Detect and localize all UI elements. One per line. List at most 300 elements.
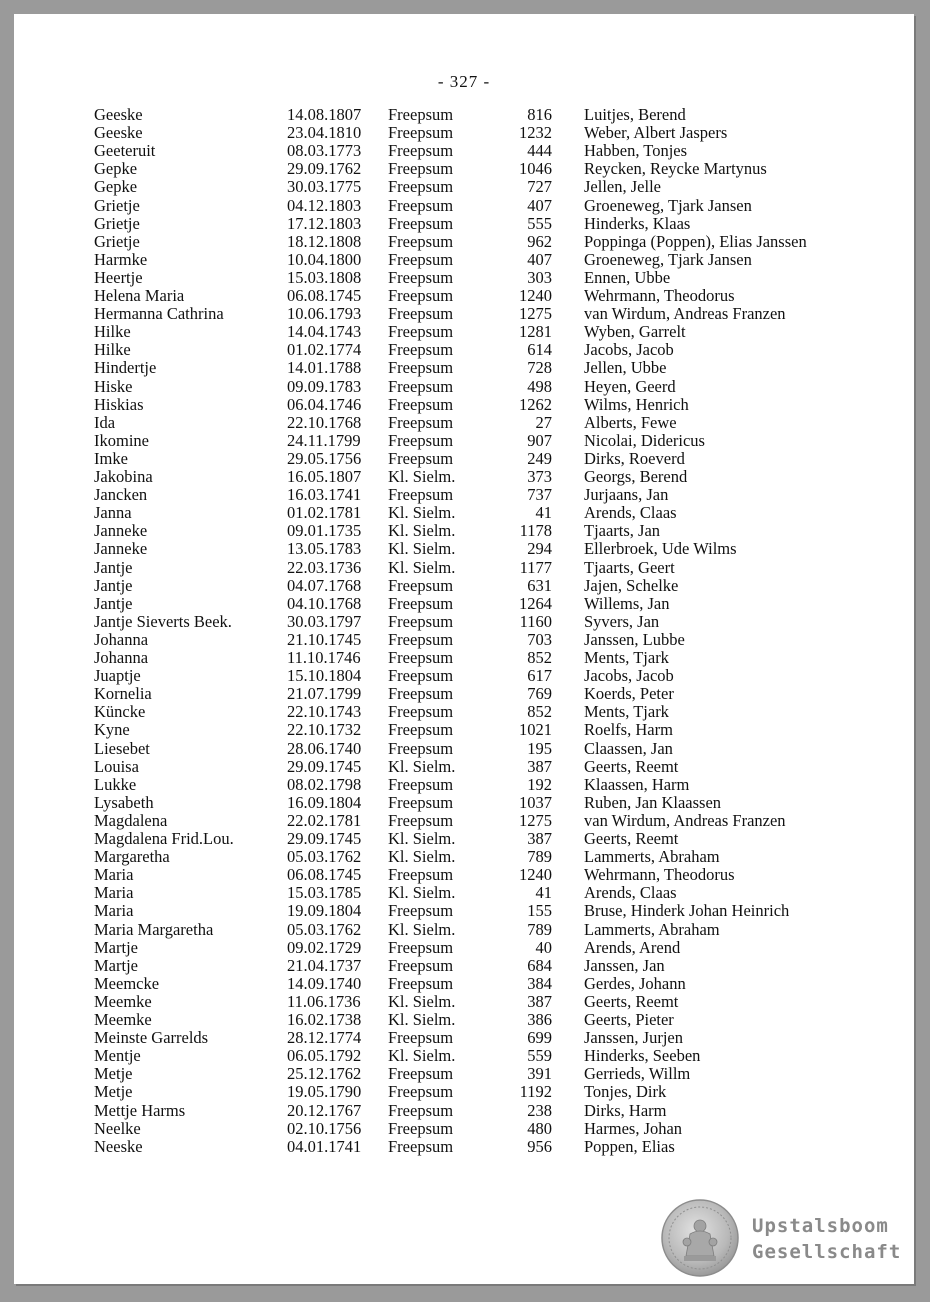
record-name: Johanna (94, 629, 149, 649)
record-row (14, 631, 914, 649)
record-number: 1275 (519, 810, 552, 830)
record-parent: Tonjes, Dirk (584, 1082, 667, 1102)
record-place: Freepsum (388, 865, 454, 885)
record-name: Louisa (94, 756, 139, 776)
record-parent: Janssen, Lubbe (584, 629, 685, 649)
record-place: Freepsum (388, 774, 454, 794)
record-row (14, 432, 914, 450)
record-name: Hiske (94, 376, 133, 396)
record-date: 09.01.1735 (287, 521, 362, 541)
record-row (14, 649, 914, 667)
record-name: Lukke (94, 774, 137, 794)
record-place: Freepsum (388, 1136, 454, 1156)
record-name: Heertje (94, 267, 143, 287)
record-date: 25.12.1762 (287, 1064, 362, 1084)
record-parent: Ments, Tjark (584, 702, 669, 722)
record-number: 1178 (519, 521, 552, 541)
record-parent: Nicolai, Didericus (584, 430, 705, 450)
record-row (14, 884, 914, 902)
record-number: 699 (527, 1028, 552, 1048)
record-row (14, 142, 914, 160)
record-row (14, 758, 914, 776)
record-row (14, 251, 914, 269)
record-date: 21.10.1745 (287, 629, 362, 649)
record-place: Freepsum (388, 286, 454, 305)
record-date: 15.10.1804 (287, 666, 362, 686)
record-number: 727 (527, 177, 552, 197)
record-place: Freepsum (388, 792, 454, 812)
record-parent: Willems, Jan (584, 593, 670, 613)
record-place: Freepsum (388, 720, 454, 740)
record-date: 01.02.1781 (287, 503, 362, 523)
record-place: Freepsum (388, 901, 454, 921)
record-name: Janneke (94, 539, 148, 559)
record-number: 40 (535, 937, 552, 957)
record-date: 19.05.1790 (287, 1082, 362, 1102)
record-row (14, 341, 914, 359)
record-name: Grietje (94, 195, 140, 215)
record-place: Freepsum (388, 1028, 454, 1048)
record-date: 29.09.1745 (287, 756, 362, 776)
record-row (14, 939, 914, 957)
record-number: 1281 (519, 322, 552, 342)
record-date: 29.09.1745 (287, 829, 362, 848)
brand-line-2: Gesellschaft (752, 1241, 902, 1263)
record-number: 1021 (519, 720, 552, 740)
record-number: 789 (527, 847, 552, 867)
record-row (14, 1102, 914, 1120)
record-number: 559 (527, 1046, 552, 1066)
record-row (14, 1047, 914, 1065)
record-name: Metje (94, 1064, 133, 1084)
record-date: 08.03.1773 (287, 141, 362, 161)
record-parent: Luitjes, Berend (584, 105, 686, 124)
record-place: Freepsum (388, 267, 454, 287)
record-row (14, 378, 914, 396)
record-date: 09.09.1783 (287, 376, 362, 396)
record-row (14, 975, 914, 993)
record-row (14, 504, 914, 522)
record-date: 20.12.1767 (287, 1100, 362, 1120)
record-place: Freepsum (388, 485, 454, 505)
record-number: 444 (527, 141, 552, 161)
record-place: Freepsum (388, 412, 454, 432)
record-name: Johanna (94, 648, 149, 667)
record-place: Freepsum (388, 648, 454, 667)
record-name: Meemke (94, 1010, 152, 1029)
record-name: Hilke (94, 340, 131, 360)
record-parent: Hinderks, Klaas (584, 213, 691, 233)
record-place: Kl. Sielm. (388, 503, 456, 523)
record-name: Mettje Harms (94, 1100, 186, 1120)
record-date: 22.10.1768 (287, 412, 362, 432)
record-row (14, 106, 914, 124)
record-date: 11.10.1746 (287, 648, 361, 667)
record-parent: Wilms, Henrich (584, 394, 689, 414)
record-place: Freepsum (388, 376, 454, 396)
record-name: Geeske (94, 123, 143, 143)
record-row (14, 957, 914, 975)
record-date: 17.12.1803 (287, 213, 362, 233)
record-name: Helena Maria (94, 286, 185, 305)
record-parent: Klaassen, Harm (584, 774, 690, 794)
record-parent: Bruse, Hinderk Johan Heinrich (584, 901, 790, 921)
record-name: Jakobina (94, 467, 153, 486)
record-date: 05.03.1762 (287, 919, 362, 939)
record-place: Freepsum (388, 810, 454, 830)
record-name: Kornelia (94, 684, 152, 704)
record-name: Gepke (94, 177, 138, 197)
record-row (14, 595, 914, 613)
record-row (14, 269, 914, 287)
record-parent: Wehrmann, Theodorus (584, 286, 735, 305)
record-date: 15.03.1808 (287, 267, 362, 287)
record-row (14, 559, 914, 577)
record-parent: Jurjaans, Jan (584, 485, 669, 505)
record-number: 384 (527, 973, 552, 993)
record-date: 23.04.1810 (287, 123, 362, 143)
record-row (14, 613, 914, 631)
record-date: 10.04.1800 (287, 249, 362, 269)
record-name: Liesebet (94, 738, 150, 758)
society-brand (752, 1213, 901, 1265)
record-parent: Koerds, Peter (584, 684, 674, 704)
record-place: Freepsum (388, 1118, 454, 1138)
record-date: 16.09.1804 (287, 792, 362, 812)
record-place: Freepsum (388, 1064, 454, 1084)
record-place: Freepsum (388, 430, 454, 450)
record-parent: Lammerts, Abraham (584, 919, 720, 939)
record-date: 14.09.1740 (287, 973, 362, 993)
record-parent: Poppen, Elias (584, 1136, 675, 1156)
record-date: 30.03.1775 (287, 177, 362, 197)
record-parent: Tjaarts, Geert (584, 557, 675, 577)
record-place: Freepsum (388, 358, 454, 378)
record-name: Lysabeth (94, 792, 154, 812)
record-date: 30.03.1797 (287, 611, 362, 631)
record-number: 238 (527, 1100, 552, 1120)
record-name: Jantje (94, 593, 133, 613)
record-row (14, 1120, 914, 1138)
record-date: 01.02.1774 (287, 340, 362, 360)
record-place: Freepsum (388, 593, 454, 613)
record-parent: Harmes, Johan (584, 1118, 683, 1138)
record-date: 22.10.1732 (287, 720, 362, 740)
record-row (14, 486, 914, 504)
record-number: 1046 (519, 159, 552, 179)
record-parent: Jellen, Jelle (584, 177, 661, 197)
record-name: Grietje (94, 213, 140, 233)
record-row (14, 830, 914, 848)
record-parent: Geerts, Reemt (584, 756, 679, 776)
record-place: Kl. Sielm. (388, 883, 456, 903)
document-page (14, 14, 914, 1284)
record-row (14, 305, 914, 323)
record-date: 29.05.1756 (287, 448, 362, 468)
record-number: 27 (535, 412, 552, 432)
record-place: Kl. Sielm. (388, 539, 456, 559)
record-name: Hermanna Cathrina (94, 304, 224, 324)
record-place: Freepsum (388, 105, 454, 124)
record-parent: Jajen, Schelke (584, 575, 679, 595)
record-name: Martje (94, 937, 138, 957)
record-parent: Wehrmann, Theodorus (584, 865, 735, 885)
record-row (14, 197, 914, 215)
record-parent: Tjaarts, Jan (584, 521, 661, 541)
record-row (14, 703, 914, 721)
record-row (14, 522, 914, 540)
record-number: 1264 (519, 593, 552, 613)
record-parent: Jacobs, Jacob (584, 340, 674, 360)
record-number: 387 (527, 829, 552, 848)
record-row (14, 178, 914, 196)
record-parent: Gerdes, Johann (584, 973, 686, 993)
record-row (14, 287, 914, 305)
record-date: 02.10.1756 (287, 1118, 362, 1138)
record-name: Magdalena Frid.Lou. (94, 829, 234, 848)
record-row (14, 1029, 914, 1047)
record-date: 24.11.1799 (287, 430, 361, 450)
record-date: 14.04.1743 (287, 322, 362, 342)
record-number: 498 (527, 376, 552, 396)
record-place: Kl. Sielm. (388, 557, 456, 577)
record-parent: Syvers, Jan (584, 611, 660, 631)
record-row (14, 685, 914, 703)
record-parent: Poppinga (Poppen), Elias Janssen (584, 231, 807, 251)
record-date: 14.08.1807 (287, 105, 362, 124)
record-row (14, 866, 914, 884)
record-row (14, 215, 914, 233)
record-number: 907 (527, 430, 552, 450)
record-place: Freepsum (388, 159, 454, 179)
record-place: Freepsum (388, 249, 454, 269)
record-date: 19.09.1804 (287, 901, 362, 921)
record-parent: Georgs, Berend (584, 467, 688, 486)
record-date: 28.12.1774 (287, 1028, 362, 1048)
record-number: 155 (527, 901, 552, 921)
record-parent: Janssen, Jan (584, 955, 665, 975)
record-number: 387 (527, 991, 552, 1011)
record-name: Magdalena (94, 810, 168, 830)
record-name: Juaptje (94, 666, 141, 686)
record-name: Meemke (94, 991, 152, 1011)
record-name: Janna (94, 503, 132, 523)
record-number: 1037 (519, 792, 552, 812)
record-date: 11.06.1736 (287, 991, 361, 1011)
record-date: 22.10.1743 (287, 702, 362, 722)
brand-line-1: Upstalsboom (752, 1215, 889, 1237)
record-row (14, 1138, 914, 1156)
record-number: 962 (527, 231, 552, 251)
record-name: Maria (94, 865, 134, 885)
record-parent: Roelfs, Harm (584, 720, 673, 740)
record-number: 407 (527, 249, 552, 269)
record-parent: Wyben, Garrelt (584, 322, 686, 342)
record-name: Geeske (94, 105, 143, 124)
record-name: Meinste Garrelds (94, 1028, 209, 1048)
record-name: Hiskias (94, 394, 144, 414)
record-parent: Arends, Claas (584, 883, 677, 903)
record-number: 1240 (519, 865, 552, 885)
record-parent: Claassen, Jan (584, 738, 673, 758)
record-row (14, 577, 914, 595)
record-parent: Jellen, Ubbe (584, 358, 667, 378)
record-parent: Janssen, Jurjen (584, 1028, 683, 1048)
record-place: Freepsum (388, 1100, 454, 1120)
record-row (14, 812, 914, 830)
record-parent: Dirks, Harm (584, 1100, 667, 1120)
record-row (14, 740, 914, 758)
record-row (14, 359, 914, 377)
record-parent: Weber, Albert Jaspers (584, 123, 728, 143)
record-name: Neeske (94, 1136, 143, 1156)
record-place: Kl. Sielm. (388, 919, 456, 939)
record-row (14, 1011, 914, 1029)
record-name: Martje (94, 955, 138, 975)
record-number: 195 (527, 738, 552, 758)
record-row (14, 902, 914, 920)
record-place: Freepsum (388, 195, 454, 215)
record-date: 06.08.1745 (287, 286, 362, 305)
record-place: Freepsum (388, 666, 454, 686)
record-name: Küncke (94, 702, 146, 722)
record-number: 1240 (519, 286, 552, 305)
record-name: Jantje (94, 575, 133, 595)
record-number: 41 (535, 883, 552, 903)
record-number: 373 (527, 467, 552, 486)
record-date: 18.12.1808 (287, 231, 362, 251)
record-place: Freepsum (388, 629, 454, 649)
record-parent: Groeneweg, Tjark Jansen (584, 249, 752, 269)
record-row (14, 721, 914, 739)
record-date: 15.03.1785 (287, 883, 362, 903)
record-date: 04.01.1741 (287, 1136, 362, 1156)
record-name: Kyne (94, 720, 130, 740)
record-row (14, 468, 914, 486)
record-number: 737 (527, 485, 552, 505)
record-date: 06.04.1746 (287, 394, 362, 414)
record-name: Mentje (94, 1046, 141, 1066)
record-number: 816 (527, 105, 552, 124)
record-place: Freepsum (388, 611, 454, 631)
record-number: 684 (527, 955, 552, 975)
record-name: Geeteruit (94, 141, 156, 161)
record-place: Freepsum (388, 394, 454, 414)
record-place: Freepsum (388, 973, 454, 993)
record-name: Jantje Sieverts Beek. (94, 611, 232, 631)
record-place: Freepsum (388, 738, 454, 758)
record-date: 16.02.1738 (287, 1010, 362, 1029)
record-parent: Geerts, Pieter (584, 1010, 674, 1029)
record-date: 10.06.1793 (287, 304, 362, 324)
record-place: Freepsum (388, 304, 454, 324)
record-row (14, 414, 914, 432)
record-name: Jancken (94, 485, 148, 505)
record-number: 407 (527, 195, 552, 215)
record-number: 294 (527, 539, 552, 559)
record-row (14, 993, 914, 1011)
record-name: Maria (94, 901, 134, 921)
record-place: Kl. Sielm. (388, 467, 456, 486)
record-date: 21.07.1799 (287, 684, 362, 704)
record-row (14, 921, 914, 939)
record-number: 249 (527, 448, 552, 468)
record-parent: Gerrieds, Willm (584, 1064, 691, 1084)
record-place: Kl. Sielm. (388, 847, 456, 867)
society-seal-icon (660, 1198, 740, 1278)
record-number: 852 (527, 702, 552, 722)
record-name: Ikomine (94, 430, 149, 450)
page-number: - 327 - (437, 72, 491, 91)
record-name: Gepke (94, 159, 138, 179)
record-parent: Arends, Claas (584, 503, 677, 523)
record-place: Freepsum (388, 177, 454, 197)
record-parent: Dirks, Roeverd (584, 448, 685, 468)
record-place: Freepsum (388, 340, 454, 360)
record-place: Freepsum (388, 448, 454, 468)
record-parent: van Wirdum, Andreas Franzen (584, 304, 786, 324)
record-name: Metje (94, 1082, 133, 1102)
record-place: Freepsum (388, 684, 454, 704)
record-name: Hindertje (94, 358, 157, 378)
record-place: Freepsum (388, 955, 454, 975)
record-name: Imke (94, 448, 128, 468)
record-number: 480 (527, 1118, 552, 1138)
record-place: Freepsum (388, 213, 454, 233)
record-place: Freepsum (388, 937, 454, 957)
record-row (14, 540, 914, 558)
record-parent: Ellerbroek, Ude Wilms (584, 539, 737, 559)
record-parent: Hinderks, Seeben (584, 1046, 701, 1066)
record-name: Hilke (94, 322, 131, 342)
record-number: 387 (527, 756, 552, 776)
record-parent: Groeneweg, Tjark Jansen (584, 195, 752, 215)
record-date: 14.01.1788 (287, 358, 362, 378)
record-number: 617 (527, 666, 552, 686)
record-name: Neelke (94, 1118, 141, 1138)
record-name: Jantje (94, 557, 133, 577)
record-parent: Reycken, Reycke Martynus (584, 159, 767, 179)
record-date: 28.06.1740 (287, 738, 362, 758)
record-name: Margaretha (94, 847, 170, 867)
record-date: 06.05.1792 (287, 1046, 362, 1066)
record-row (14, 776, 914, 794)
record-number: 1232 (519, 123, 552, 143)
record-date: 08.02.1798 (287, 774, 362, 794)
record-number: 728 (527, 358, 552, 378)
record-number: 192 (527, 774, 552, 794)
record-parent: Habben, Tonjes (584, 141, 688, 161)
record-number: 555 (527, 213, 552, 233)
record-number: 1192 (519, 1082, 552, 1102)
record-number: 41 (535, 503, 552, 523)
record-place: Kl. Sielm. (388, 991, 456, 1011)
record-parent: Ruben, Jan Klaassen (584, 792, 722, 812)
record-number: 614 (527, 340, 552, 360)
record-date: 06.08.1745 (287, 865, 362, 885)
record-date: 29.09.1762 (287, 159, 362, 179)
record-name: Maria Margaretha (94, 919, 214, 939)
record-place: Freepsum (388, 231, 454, 251)
record-place: Kl. Sielm. (388, 1046, 456, 1066)
record-row (14, 667, 914, 685)
record-name: Ida (94, 412, 116, 432)
record-name: Grietje (94, 231, 140, 251)
record-number: 1177 (519, 557, 552, 577)
record-parent: Arends, Arend (584, 937, 681, 957)
record-row (14, 848, 914, 866)
record-parent: Geerts, Reemt (584, 829, 679, 848)
